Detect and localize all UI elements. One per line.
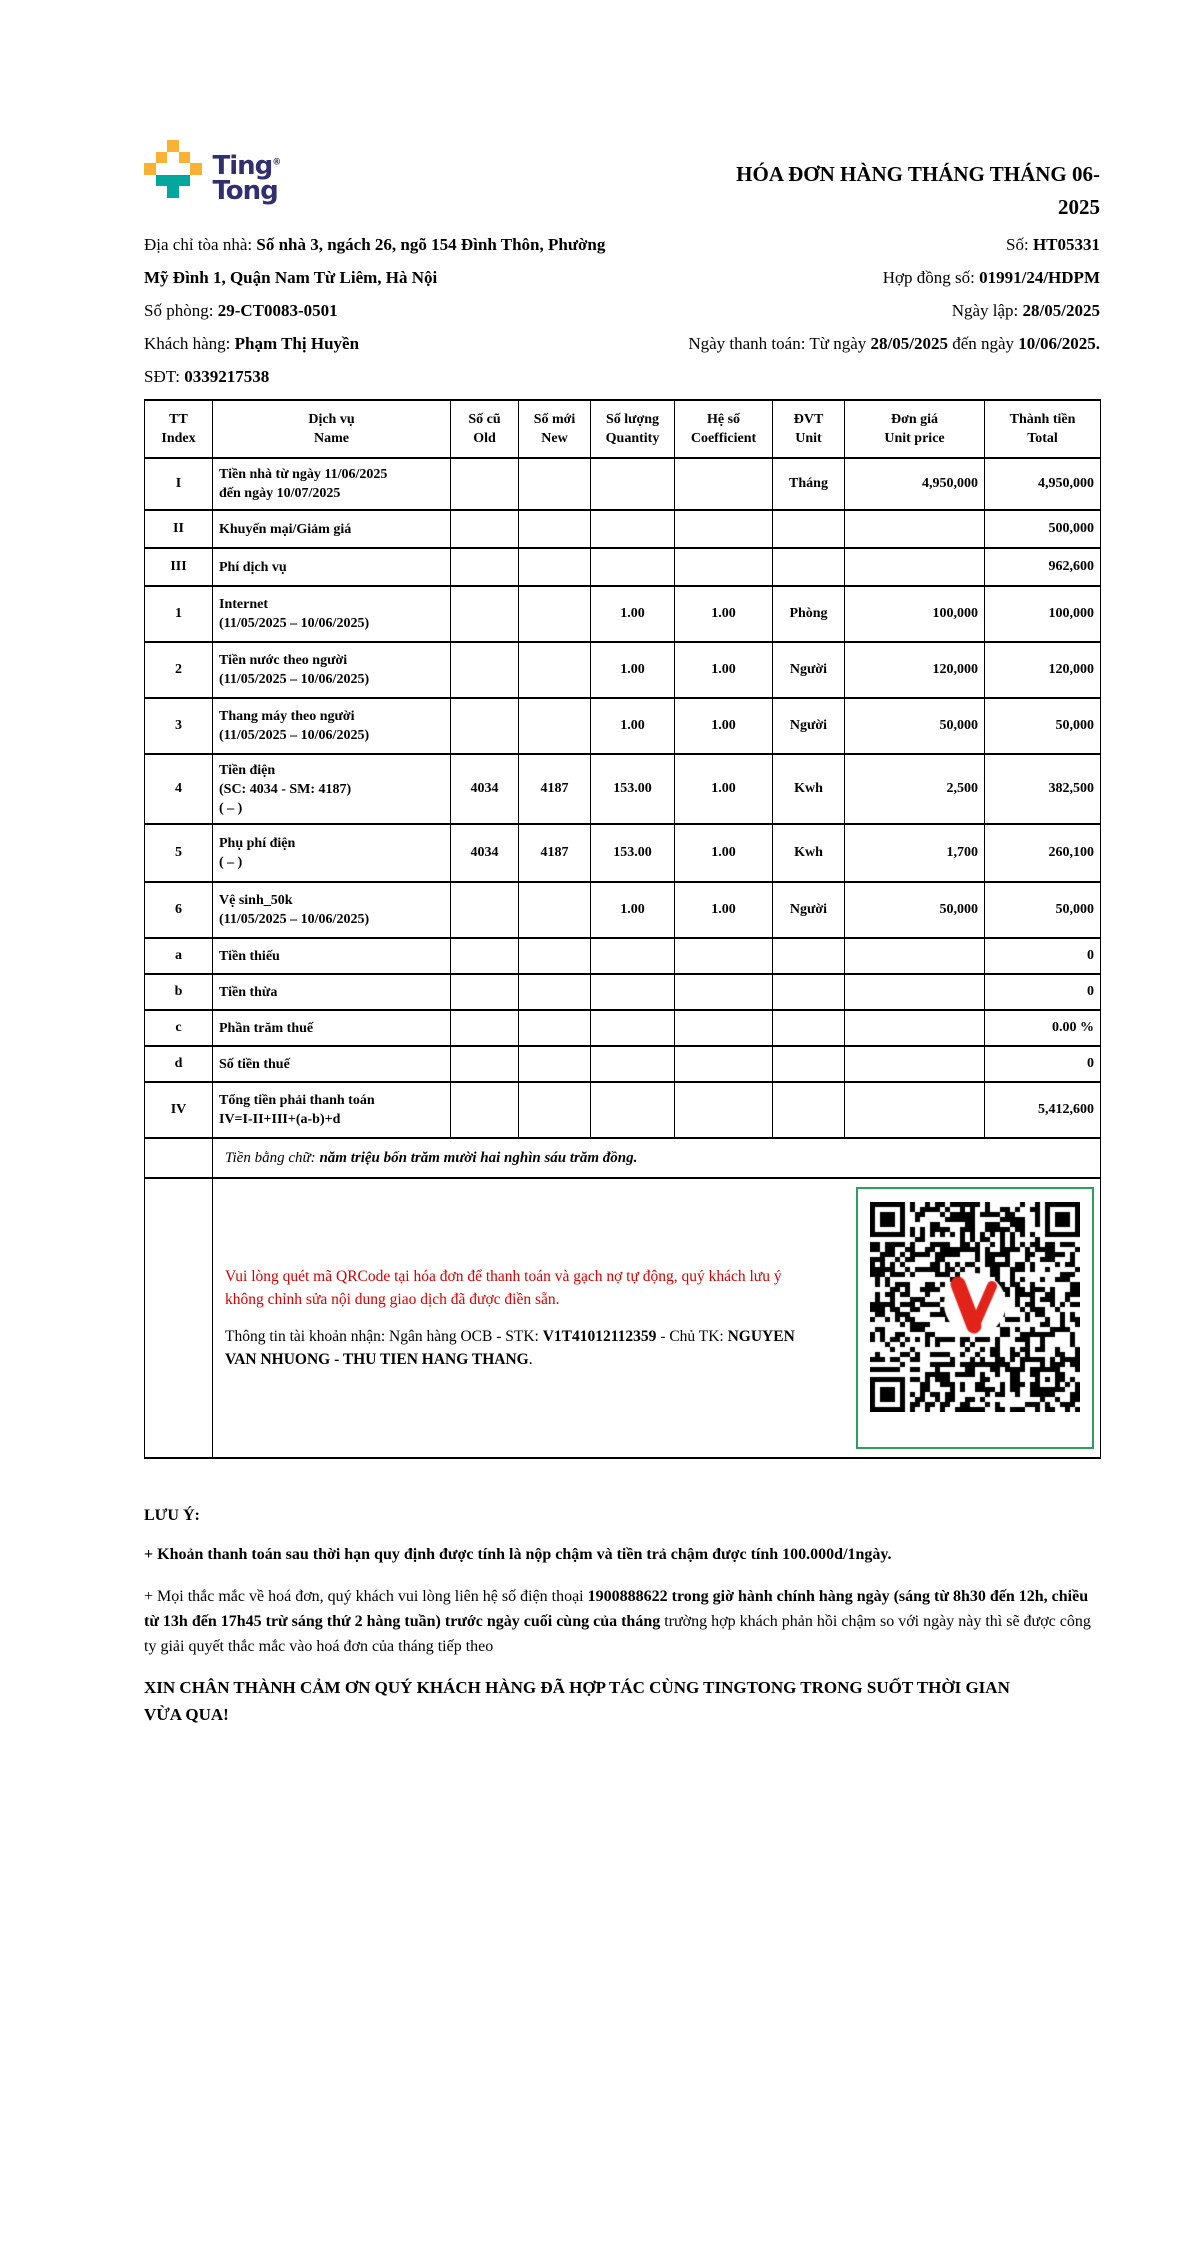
late-payment-note: + Khoản thanh toán sau thời hạn quy định được tính là nộp chậm và tiền trả chậm được tính 100.000d/1ngày. <box>144 1546 892 1563</box>
room-number: Số phòng: 29-CT0083-0501 <box>144 301 338 320</box>
column-header: Số mới New <box>519 400 591 458</box>
table-row-b: b Tiền thừa 0 <box>145 974 1101 1010</box>
table-header-row <box>145 400 1101 458</box>
invoice-table <box>144 399 1101 1459</box>
column-header: Thành tiền Total <box>985 400 1101 458</box>
registered-mark: ® <box>272 157 281 168</box>
customer-phone: SĐT: 0339217538 <box>144 367 270 386</box>
tingtong-logo-text: Ting® Tong <box>212 151 281 206</box>
table-row-2: 2 Tiền nước theo người (11/05/2025 – 10/06/2025) 1.00 1.00 Người 120,000 120,000 <box>145 642 1101 698</box>
table-row-6: 6 Vệ sinh_50k (11/05/2025 – 10/06/2025) 1.00 1.00 Người 50,000 50,000 <box>145 882 1101 938</box>
invoice-header <box>144 0 1100 224</box>
table-row-a: a Tiền thiếu 0 <box>145 938 1101 974</box>
payment-instructions <box>225 1265 810 1372</box>
column-header: Số cũ Old <box>451 400 519 458</box>
qr-payment-row <box>145 1178 1101 1458</box>
table-row-I: I Tiền nhà từ ngày 11/06/2025 đến ngày 10/07/2025 Tháng 4,950,000 4,950,000 <box>145 458 1101 510</box>
building-address-line2: Mỹ Đình 1, Quận Nam Từ Liêm, Hà Nội <box>144 268 438 287</box>
invoice-page <box>144 0 1100 1728</box>
table-row-IV: IV Tổng tiền phải thanh toán IV=I-II+III+(a-b)+d 5,412,600 <box>145 1082 1101 1138</box>
invoice-info <box>144 228 1100 393</box>
info-row <box>144 294 1100 327</box>
qr-scan-notice: Vui lòng quét mã QRCode tại hóa đơn để thanh toán và gạch nợ tự động, quý khách lưu ý không chỉnh sửa nội dung giao dịch đã được điền sẵn. <box>225 1267 782 1308</box>
note-title: LƯU Ý: <box>144 1507 200 1524</box>
column-header: Số lượng Quantity <box>591 400 675 458</box>
column-header: Hệ số Coefficient <box>675 400 773 458</box>
tingtong-logo <box>144 140 281 206</box>
bank-account-info: Thông tin tài khoản nhận: Ngân hàng OCB - STK: V1T41012112359 - Chủ TK: NGUYEN VAN NHUONG - THU TIEN HANG THANG. <box>225 1328 795 1369</box>
table-row-1: 1 Internet (11/05/2025 – 10/06/2025) 1.00 1.00 Phòng 100,000 100,000 <box>145 586 1101 642</box>
building-address-line1: Địa chỉ tòa nhà: Số nhà 3, ngách 26, ngõ 154 Đình Thôn, Phường <box>144 235 606 254</box>
table-row-III: III Phí dịch vụ 962,600 <box>145 548 1101 586</box>
column-header: ĐVT Unit <box>773 400 845 458</box>
customer-name: Khách hàng: Phạm Thị Huyền <box>144 334 360 353</box>
info-row <box>144 327 1100 360</box>
table-row-d: d Số tiền thuế 0 <box>145 1046 1101 1082</box>
table-row-c: c Phần trăm thuế 0.00 % <box>145 1010 1101 1046</box>
info-row <box>144 228 1100 261</box>
column-header: Dịch vụ Name <box>213 400 451 458</box>
info-row <box>144 261 1100 294</box>
amount-in-words: Tiền bằng chữ: năm triệu bốn trăm mười hai nghìn sáu trăm đồng. <box>213 1138 1101 1178</box>
hotline-note: + Mọi thắc mắc về hoá đơn, quý khách vui lòng liên hệ số điện thoại 1900888622 trong giờ hành chính hàng ngày (sáng từ 8h30 đến 12h, chiều từ 13h đến 17h45 trừ sáng thứ 2 hàng tuần) trước ngày cuối cùng của tháng trường hợp khách phản hồi chậm so với ngày này thì sẽ được công ty giải quyết thắc mắc vào hoá đơn của tháng tiếp theo <box>144 1588 1091 1655</box>
qr-code <box>856 1187 1094 1449</box>
invoice-footer <box>144 1507 1100 1728</box>
amount-in-words-row <box>145 1138 1101 1178</box>
payment-period: Ngày thanh toán: Từ ngày 28/05/2025 đến ngày 10/06/2025. <box>688 334 1100 353</box>
table-row-5: 5 Phụ phí điện ( – ) 4034 4187 153.00 1.00 Kwh 1,700 260,100 <box>145 824 1101 882</box>
tingtong-logo-icon <box>144 140 202 198</box>
table-row-3: 3 Thang máy theo người (11/05/2025 – 10/06/2025) 1.00 1.00 Người 50,000 50,000 <box>145 698 1101 754</box>
table-row-II: II Khuyến mại/Giảm giá 500,000 <box>145 510 1101 548</box>
contract-number: Hợp đồng số: 01991/24/HDPM <box>882 268 1100 287</box>
issue-date: Ngày lập: 28/05/2025 <box>951 301 1100 320</box>
table-row-4: 4 Tiền điện (SC: 4034 - SM: 4187) ( – ) 4034 4187 153.00 1.00 Kwh 2,500 382,500 <box>145 754 1101 824</box>
invoice-number: Số: HT05331 <box>1006 235 1100 254</box>
qr-code-image <box>870 1202 1080 1412</box>
page-title: HÓA ĐƠN HÀNG THÁNG THÁNG 06- 2025 <box>736 162 1100 219</box>
column-header: TT Index <box>145 400 213 458</box>
column-header: Đơn giá Unit price <box>845 400 985 458</box>
thank-you-note: XIN CHÂN THÀNH CẢM ƠN QUÝ KHÁCH HÀNG ĐÃ HỢP TÁC CÙNG TINGTONG TRONG SUỐT THỜI GIAN VỪA QUA! <box>144 1678 1010 1724</box>
info-row <box>144 360 1100 393</box>
